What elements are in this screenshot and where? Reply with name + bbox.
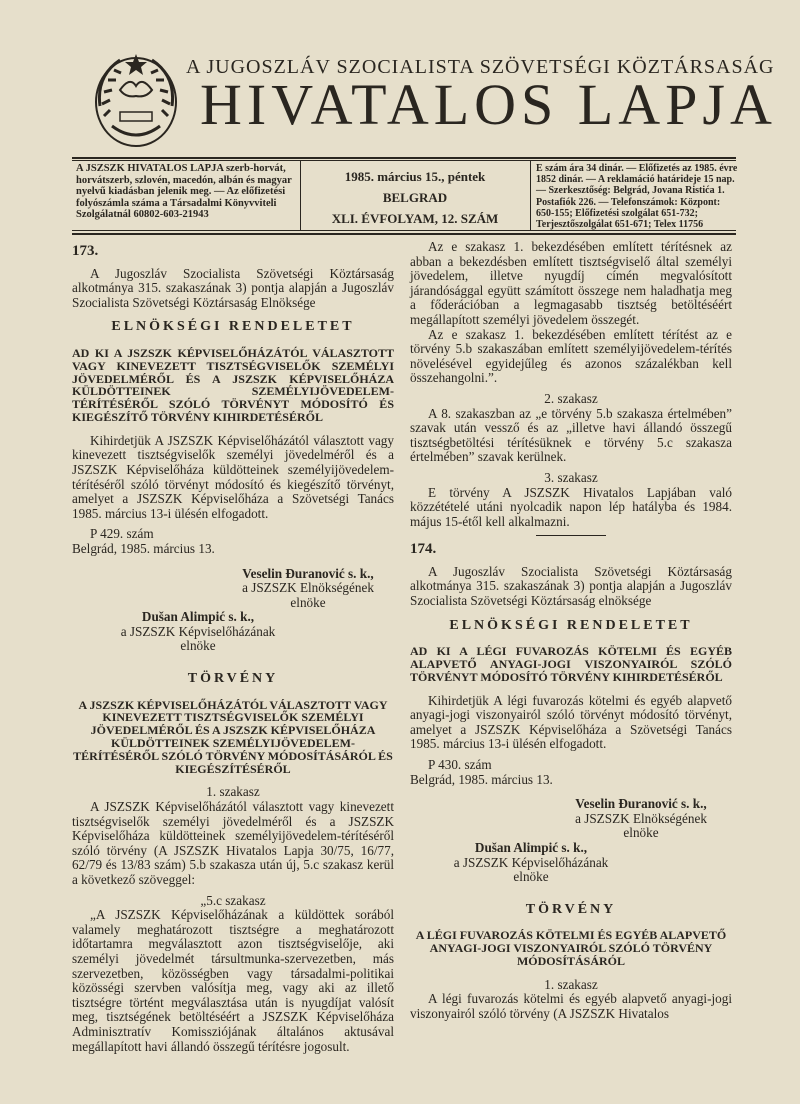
decree-heading: ELNÖKSÉGI RENDELETET — [449, 617, 693, 633]
left-column — [72, 240, 394, 1054]
section-text: E törvény A JSZSZK Hivatalos Lapjában való közzétételé utáni nyolcadik napon lép hatályba és 1984. május 15-étől kell alkalmazni. — [410, 484, 732, 529]
law-heading: TÖRVÉNY — [525, 901, 617, 917]
preamble: A Jugoszláv Szocialista Szövetségi Köztársaság alkotmánya 315. szakaszának 3) pontja alapján a Jugoszláv Szocialista Szövetségi Köztársaság elnöksége — [410, 563, 732, 609]
subsection-text: „A JSZSZK Képviselőházának a küldöttek sorából valamely meghatározott tisztségre a meghatározott időtartamra megválasztott azon tisztségviselője, aki személyi jövedelmét társultmunka-szervezetben, más szervezetben, közösségben vagy társadalmi-politikai közösségi szervben valósítja meg, vagy aki az illető tisztségre történt megválasztása után is nyugdíjat valósít meg, tisztségének betöltéséért a JSZSZK Képviselőháza Adminisztratív Komissziójának általános aktusával megállapított havi állandó összegű térítésre jogosult. — [72, 907, 394, 1054]
header-top-rule-thin — [72, 160, 736, 161]
reference-place-date: Belgrád, 1985. március 13. — [72, 540, 215, 556]
coat-of-arms-icon — [90, 46, 182, 154]
signatory-name: Dušan Alimpić s. k., — [474, 839, 588, 855]
signature-block-assembly — [440, 841, 622, 885]
signatory-name: Veselin Đuranović s. k., — [242, 565, 374, 581]
section-heading: 1. szakasz — [206, 784, 260, 800]
signatory-title: elnöke — [290, 594, 326, 610]
signatory-title: elnöke — [623, 825, 659, 841]
signatory-role: a JSZSZK Képviselőházának — [453, 854, 609, 870]
decree-heading: ELNÖKSÉGI RENDELETET — [111, 319, 355, 335]
promulgation-text: Kihirdetjük A JSZSZK Képviselőházától választott vagy kinevezett tisztségviselők személyi jövedelméről és a JSZSZK Képviselőháza küldötteinek személyijövedelem-térítéséről szóló törvényt módosító és kiegészítő törvényt, amelyet a JSZSZK Képviselőháza a Szövetségi Tanács 1985. március 13-i ülésén elfogadott. — [72, 432, 394, 521]
reference-number: P 430. szám — [428, 757, 492, 773]
section-heading: 3. szakasz — [544, 469, 598, 485]
reference-place-date: Belgrád, 1985. március 13. — [410, 771, 553, 787]
signature-block-president — [222, 567, 394, 611]
paragraph: Az e szakasz 1. bekezdésében említett térítést az e törvény 5.b szakaszában említett személyijövedelem-térítés növelésével egyidejűleg és azonos százalékban kell összehangolni.”. — [410, 326, 732, 386]
header-pricing-info: E szám ára 34 dinár. — Előfizetés az 1985. évre 1852 dinár. — A reklamáció határideje 15 nap. — Szerkesztőség: Belgrád, Jovana Ristića 1. Postafiók 226. — Telefonszámok: Központ: 650-155; Előfizetési szolgálat 651-732; Terjesztőszolgálat 651-671; Telex 11756 — [536, 163, 738, 231]
separator-rule — [536, 535, 606, 536]
section-heading: 2. szakasz — [544, 390, 598, 406]
header-divider-left — [300, 160, 301, 230]
law-heading: TÖRVÉNY — [187, 671, 279, 687]
signatory-role: a JSZSZK Képviselőházának — [120, 623, 276, 639]
header-divider-right — [530, 160, 531, 230]
header-bottom-rule-thin — [72, 230, 736, 231]
paragraph: Az e szakasz 1. bekezdésében említett térítésnek az abban a bekezdésben említett tisztségviselő által személyi jövedelem, illetve nyugdíj címén megvalósított járandósággal együtt számított összege nem haladhatja meg a főderációban a legmagasabb tisztség betöltéséért megállapított személyi jövedelem összegét. — [410, 239, 732, 327]
reference-number: P 429. szám — [90, 526, 154, 542]
law-title: A LÉGI FUVAROZÁS KÖTELMI ÉS EGYÉB ALAPVETŐ ANYAGI-JOGI VISZONYAIRÓL SZÓLÓ TÖRVÉNY MÓDOSÍTÁSÁRÓL — [415, 928, 727, 968]
document-number: 173. — [72, 243, 99, 259]
masthead-title: HIVATALOS LAPJA — [200, 72, 777, 137]
header-bottom-rule — [72, 233, 736, 235]
signatory-name: Dušan Alimpić s. k., — [141, 609, 255, 625]
issue-volume: XLI. ÉVFOLYAM, 12. SZÁM — [331, 211, 499, 226]
signatory-role: a JSZSZK Elnökségének — [575, 810, 707, 826]
right-column — [410, 240, 732, 1022]
subsection-heading: „5.c szakasz — [200, 892, 266, 908]
masthead-subtitle: A JUGOSZLÁV SZOCIALISTA SZÖVETSÉGI KÖZTÁRSASÁG — [186, 56, 775, 78]
header-publication-info: A JSZSZK HIVATALOS LAPJA szerb-horvát, horvátszerb, szlovén, macedón, albán és magyar nyelvű kiadásban jelenik meg. — Az előfizetési folyószámla száma a Társadalmi Könyvviteli Szolgálatnál 60802-603-21943 — [76, 163, 292, 220]
issue-city: BELGRAD — [382, 190, 448, 205]
header-issue-info — [305, 166, 525, 229]
promulgation-text: Kihirdetjük A légi fuvarozás kötelmi és egyéb alapvető anyagi-jogi viszonyairól szóló törvényt módosító törvényt, amelyet a JSZSZK Képviselőháza a Szövetségi Tanács 1985. március 13-i ülésén elfogadott. — [410, 692, 732, 752]
signatory-title: elnöke — [180, 638, 216, 654]
document-number: 174. — [410, 541, 437, 558]
law-title: A JSZSZK KÉPVISELŐHÁZÁTÓL VÁLASZTOTT VAGY KINEVEZETT TISZTSÉGVISELŐK SZEMÉLYI JÖVEDELMÉRŐL ÉS A JSZSZK KÉPVISELŐHÁZA KÜLDÖTTEINEK SZEMÉLYIJÖVEDELEM-TÉRÍTÉSÉRŐL SZÓLÓ TÖRVÉNY MÓDOSÍTÁSÁRÓL ÉS KIEGÉSZÍTÉSÉRŐL — [73, 697, 393, 776]
section-text: A JSZSZK Képviselőházától választott vagy kinevezett tisztségviselők személyi jövedelméről és a JSZSZK Képviselőháza küldötteinek személyijövedelem-térítéséről szóló törvény (A JSZSZK Hivatalos Lapja 30/75, 16/77, 62/79 és 13/83 szám) 5.b szakasza után új, 5.c szakasz kerül a következő szöveggel: — [72, 799, 394, 887]
header-top-rule — [72, 157, 736, 159]
section-text: A 8. szakaszban az „e törvény 5.b szakasza értelmében” szavak után vessző és az „illetve havi állandó összegű tisztségbetöltési térítésüknek e törvény 5.c szakasza értelmében” szavak kerülnek. — [410, 405, 732, 465]
signature-block-president — [550, 797, 732, 841]
issue-date: 1985. március 15., péntek — [344, 169, 486, 184]
preamble: A Jugoszláv Szocialista Szövetségi Köztársaság alkotmánya 315. szakaszának 3) pontja alapján a Jugoszláv Szocialista Szövetségi Köztársaság Elnöksége — [72, 265, 394, 310]
section-text: A légi fuvarozás kötelmi és egyéb alapvető anyagi-jogi viszonyairól szóló törvény (A JSZSZK Hivatalos — [410, 991, 732, 1021]
signature-block-assembly — [112, 610, 284, 654]
signatory-title: elnöke — [513, 869, 549, 885]
section-heading: 1. szakasz — [544, 976, 598, 992]
decree-title: AD KI A JSZSZK KÉPVISELŐHÁZÁTÓL VÁLASZTOTT VAGY KINEVEZETT TISZTSÉGVISELŐK SZEMÉLYI JÖVEDELMÉRŐL ÉS A JSZSZK KÉPVISELŐHÁZA KÜLDÖTTEINEK SZEMÉLYIJÖVEDELEM-TÉRÍTÉSÉRŐL SZÓLÓ TÖRVÉNYT MÓDOSÍTÓ ÉS KIEGÉSZÍTŐ TÖRVÉNY KIHIRDETÉSÉRŐL — [72, 345, 394, 424]
signatory-role: a JSZSZK Elnökségének — [242, 580, 374, 596]
signatory-name: Veselin Đuranović s. k., — [575, 796, 707, 812]
decree-title: AD KI A LÉGI FUVAROZÁS KÖTELMI ÉS EGYÉB ALAPVETŐ ANYAGI-JOGI VISZONYAIRÓL SZÓLÓ TÖRVÉNYT MÓDOSÍTÓ TÖRVÉNY KIHIRDETÉSÉRŐL — [410, 644, 732, 684]
